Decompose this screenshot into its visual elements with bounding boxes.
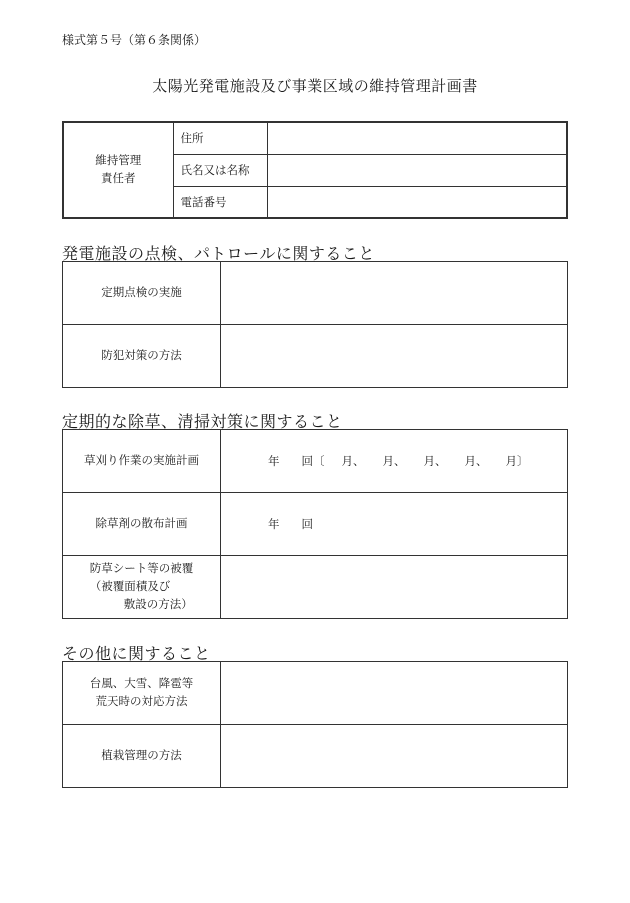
name-label: 氏名又は名称 [173, 154, 267, 186]
inspection-table [62, 261, 568, 388]
responsible-label-line1: 維持管理 [95, 153, 142, 168]
severe-weather-label-line1: 台風、大雪、降雹等 [89, 676, 194, 691]
responsible-person-label [63, 122, 173, 218]
mowing-plan-label: 草刈り作業の実施計画 [63, 430, 221, 493]
mowing-year-label: 年 [268, 454, 280, 468]
crime-prevention-field[interactable] [221, 325, 568, 388]
phone-label: 電話番号 [173, 186, 267, 218]
section3-heading: その他に関すること [62, 644, 211, 663]
responsible-label-line2: 責任者 [101, 171, 136, 185]
regular-inspection-field[interactable] [221, 262, 568, 325]
other-table [62, 661, 568, 788]
mowing-plan-field[interactable] [221, 430, 568, 493]
severe-weather-label-line2: 荒天時の対応方法 [95, 694, 188, 708]
responsible-person-table [62, 121, 568, 219]
mowing-month-5: 月〕 [505, 454, 529, 468]
section2-heading: 定期的な除草、清掃対策に関すること [62, 412, 343, 431]
weeding-table [62, 429, 568, 619]
document-title: 太陽光発電施設及び事業区域の維持管理計画書 [152, 77, 478, 95]
section1-heading: 発電施設の点検、パトロールに関すること [62, 244, 375, 263]
herbicide-plan-label: 除草剤の散布計画 [63, 493, 221, 556]
mowing-times-label: 回〔 [301, 454, 325, 468]
regular-inspection-label: 定期点検の実施 [63, 262, 221, 325]
crime-prevention-label: 防犯対策の方法 [63, 325, 221, 388]
mowing-month-3: 月、 [423, 454, 447, 468]
herbicide-year-label: 年 [268, 517, 280, 531]
mowing-month-1: 月、 [341, 454, 365, 468]
address-label: 住所 [173, 122, 267, 154]
phone-field[interactable] [267, 186, 567, 218]
form-number: 様式第５号（第６条関係） [62, 33, 207, 47]
weed-sheet-label-line3: 敷設の方法） [123, 596, 193, 611]
mowing-month-4: 月、 [464, 454, 488, 468]
mowing-month-2: 月、 [382, 454, 406, 468]
name-field[interactable] [267, 154, 567, 186]
weed-sheet-label-line1: 防草シート等の被覆 [89, 561, 194, 576]
herbicide-plan-field[interactable] [221, 493, 568, 556]
severe-weather-label [63, 662, 221, 725]
address-field[interactable] [267, 122, 567, 154]
planting-management-field[interactable] [221, 725, 568, 788]
herbicide-times-label: 回 [301, 517, 313, 531]
weed-sheet-label [63, 556, 221, 619]
weed-sheet-label-line2: （被覆面積及び [89, 579, 171, 594]
planting-management-label: 植栽管理の方法 [63, 725, 221, 788]
severe-weather-field[interactable] [221, 662, 568, 725]
weed-sheet-field[interactable] [221, 556, 568, 619]
